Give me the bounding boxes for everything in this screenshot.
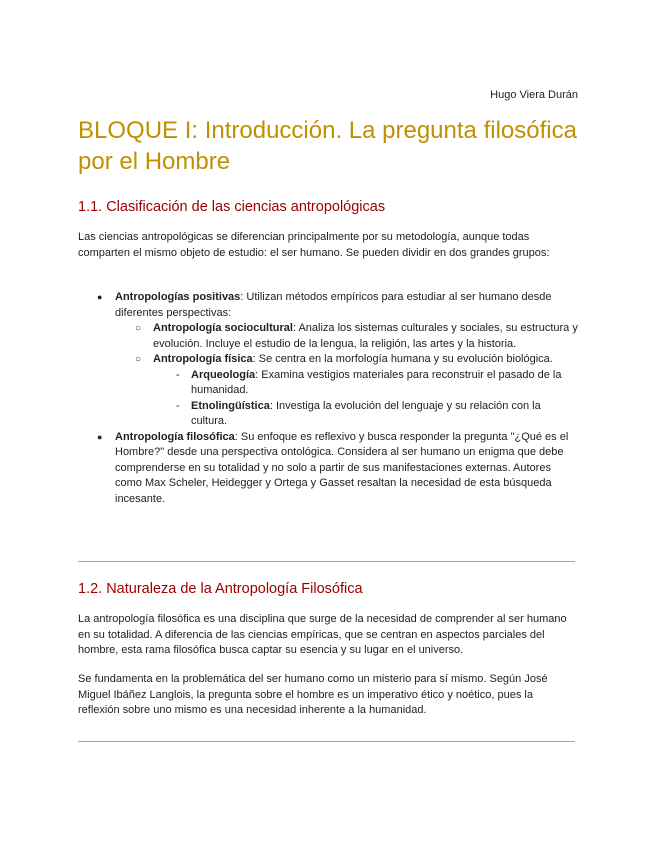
horizontal-divider	[78, 741, 575, 742]
page-title: BLOQUE I: Introducción. La pregunta filosófica por el Hombre	[78, 117, 577, 175]
list-item-text: : Su enfoque es reflexivo y busca responder la pregunta "¿Qué es el Hombre?" desde una perspectiva ontológica. Considera al ser humano un enigma que debe comprenderse en su totalidad y no solo a partir de sus manifestaciones externas. Autores como Max Scheler, Heidegger y Ortega y Gasset resaltan la necesidad de esta búsqueda incesante.	[115, 430, 569, 505]
list-item-text: : Utilizan métodos empíricos para estudiar al ser humano desde diferentes perspectivas:	[115, 291, 552, 319]
list-item-text: : Analiza los sistemas culturales y sociales, su estructura y evolución. Incluye el estudio de la lengua, la religión, las artes y la historia.	[153, 322, 578, 350]
section-heading-1: 1.1. Clasificación de las ciencias antropológicas	[78, 199, 386, 215]
list-item-text: : Se centra en la morfología humana y su evolución biológica.	[252, 353, 553, 365]
bullet-dash-icon: -	[176, 399, 180, 412]
author-name: Hugo Viera Durán	[490, 89, 578, 101]
bullet-filled-icon: ●	[97, 431, 103, 442]
bullet-filled-icon: ●	[97, 292, 103, 302]
list-item	[78, 321, 578, 352]
list-item-term: Etnolingüística	[191, 399, 270, 412]
list-item-term: Antropología filosófica	[115, 430, 235, 443]
list-item	[78, 368, 578, 399]
list-item	[78, 290, 578, 321]
section2-paragraph-1: La antropología filosófica es una disciplina que surge de la necesidad de comprender al ser humano en su totalidad. A diferencia de las ciencias empíricas, que se centran en aspectos parciales del hombre, esta rama filosófica busca captar su esencia y su lugar en el universo.	[78, 613, 567, 656]
anthropology-list	[78, 290, 578, 507]
list-item	[78, 430, 578, 508]
section-heading-2: 1.2. Naturaleza de la Antropología Filosófica	[78, 581, 363, 597]
list-item-term: Antropología física	[153, 353, 253, 365]
list-item	[78, 352, 578, 368]
bullet-hollow-icon: ○	[135, 323, 142, 334]
list-item	[78, 399, 578, 430]
list-item-text: : Examina vestigios materiales para reconstruir el pasado de la humanidad.	[191, 368, 562, 396]
section1-intro: Las ciencias antropológicas se diferencian principalmente por su metodología, aunque todas comparten el mismo objeto de estudio: el ser humano. Se pueden dividir en dos grandes grupos:	[78, 231, 550, 259]
list-item-text: : Investiga la evolución del lenguaje y su relación con la cultura.	[191, 399, 541, 427]
list-item-term: Arqueología	[191, 368, 256, 381]
horizontal-divider	[78, 561, 575, 562]
bullet-hollow-icon: ○	[135, 354, 142, 365]
list-item-term: Antropología sociocultural	[153, 322, 293, 334]
bullet-dash-icon: -	[176, 368, 180, 381]
list-item-term: Antropologías positivas	[115, 291, 241, 303]
section2-paragraph-2: Se fundamenta en la problemática del ser humano como un misterio para sí mismo. Según José Miguel Ibáñez Langlois, la pregunta sobre el hombre es un imperativo ético y noético, pues la reflexión sobre uno mismo es una necesidad inherente a la humanidad.	[78, 673, 548, 716]
